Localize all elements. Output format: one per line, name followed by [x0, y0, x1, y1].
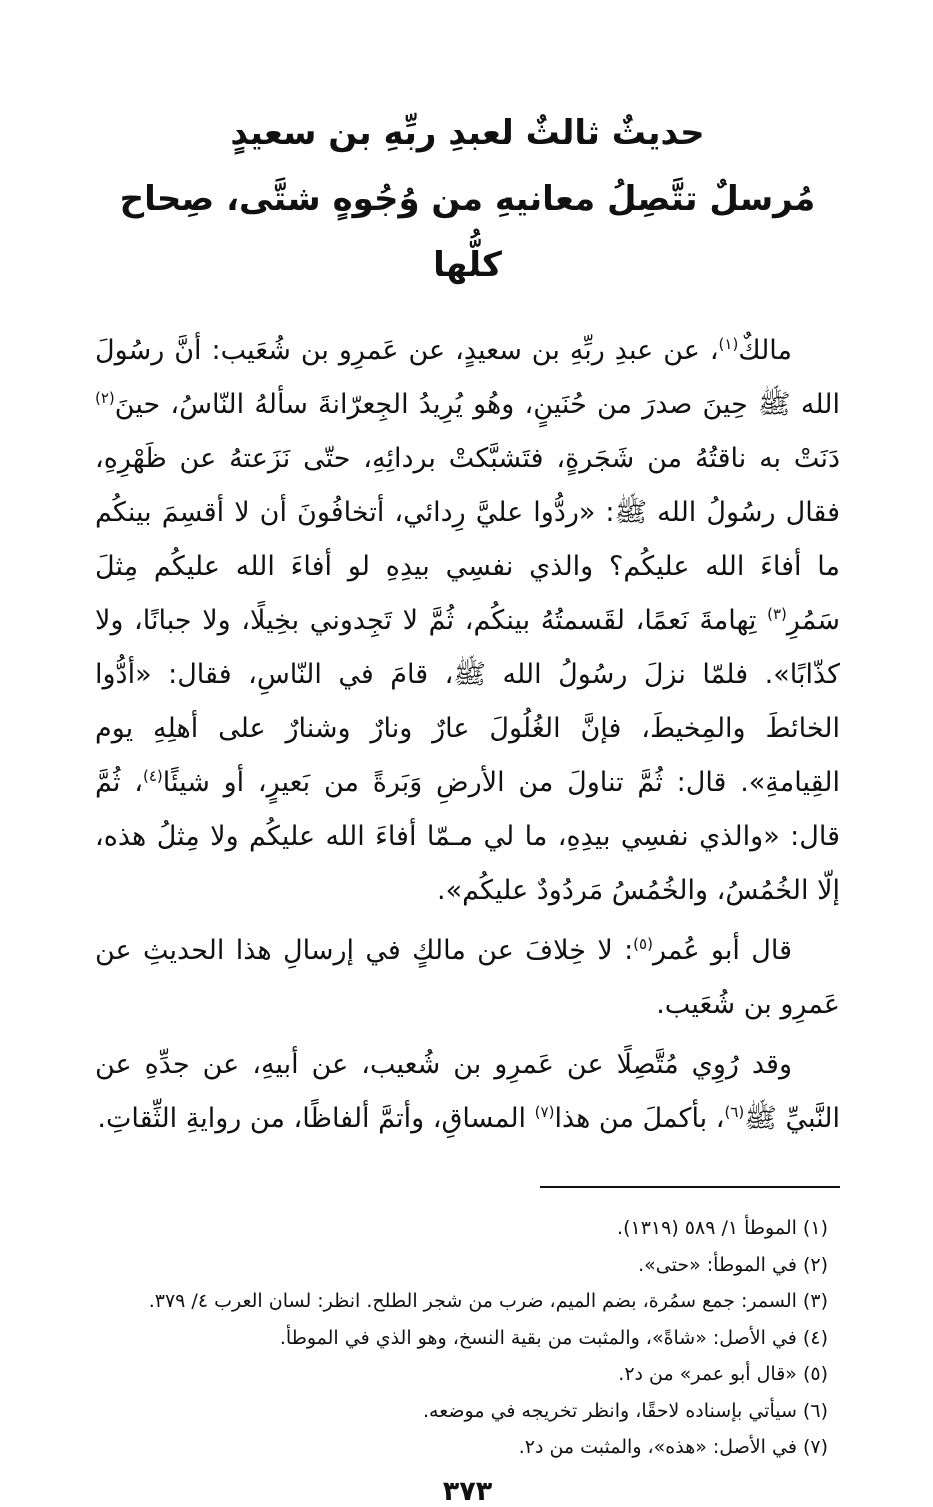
text-segment: ، بأكملَ من هذا	[554, 1103, 725, 1134]
footnote-4: (٤) في الأصل: «شاةً»، والمثبت من بقية النسخ، وهو الذي في الموطأ.	[279, 1326, 828, 1349]
footnote-ref: (٥)	[633, 935, 653, 953]
footnote-6: (٦) سيأتي بإسناده لاحقًا، وانظر تخريجه في موضعه.	[423, 1399, 828, 1422]
page-number: ٣٧٣	[442, 1475, 493, 1507]
footnote-ref: (٧)	[534, 1103, 555, 1121]
chapter-title: حديثٌ ثالثٌ لعبدِ ربِّهِ بن سعيدٍ	[230, 113, 705, 153]
footnotes	[95, 1210, 840, 1466]
chapter-subtitle: مُرسلٌ تتَّصِلُ معانيهِ من وُجُوهٍ شتَّى، صِحاح كلُّها	[119, 179, 816, 285]
footnote-1: (١) الموطأ ١/ ٥٨٩ (١٣١٩).	[617, 1217, 828, 1239]
book-page	[95, 100, 841, 1507]
footnote-3: (٣) السمر: جمع سمُرة، بضم الميم، ضرب من شجر الطلح. انظر: لسان العرب ٤/ ٣٧٩.	[148, 1290, 828, 1312]
text-segment: ، ثُمَّ قال: «والذي نفسِي بيدِهِ، ما لي مـمّا أفاءَ الله عليكُم ولا مِثلُ هذه، إلّا الخُمُسُ، والخُمُسُ مَردُودٌ عليكُم».	[95, 767, 840, 906]
footnote-ref: (٤)	[142, 767, 163, 785]
paragraph-abu-umar	[95, 924, 840, 1032]
text-segment: تِهامةَ نَعمًا، لقَسمتُهُ بينكُم، ثُمَّ لا تَجِدوني بخِيلًا، ولا جبانًا، ولا كذّابًا». فلمّا نزلَ رسُولُ الله ﷺ، قامَ في النّاسِ، فقال: «أدُّوا الخائطَ والمِخيطَ، فإنَّ الغُلُولَ عارٌ ونارٌ وشنارٌ على أهلِهِ يوم القِيامةِ». قال: ثُمَّ تناولَ من الأرضِ وَبَرةً من بَعيرٍ، أو شيئًا	[95, 605, 841, 798]
footnote-ref: (٦)	[724, 1103, 745, 1121]
text-segment: مالكٌ	[738, 335, 792, 366]
text-segment: دَنَتْ به ناقتُهُ من شَجَرةٍ، فتَشبَّكتْ بردائِهِ، حتّى نَزَعتهُ عن ظَهْرِهِ، فقال رسُولُ الله ﷺ: «ردُّوا عليَّ رِدائي، أتخافُونَ أن لا أقسِمَ بينكُم ما أفاءَ الله عليكُم؟ والذي نفسِي بيدِهِ لو أفاءَ الله عليكُم مِثلَ سَمُرِ	[95, 443, 840, 636]
paragraph-muttasil	[95, 1038, 840, 1146]
text-segment: قال أبو عُمر	[652, 935, 792, 966]
footnote-7: (٧) في الأصل: «هذه»، والمثبت من د٢.	[518, 1436, 828, 1458]
footnote-ref: (٣)	[767, 605, 787, 623]
paragraph-hadith	[95, 324, 840, 918]
footnote-divider	[540, 1186, 840, 1188]
footnote-2: (٢) في الموطأ: «حتى».	[638, 1253, 828, 1276]
text-segment: : لا خِلافَ عن مالكٍ في إرسالِ هذا الحديثِ عن عَمرِو بن شُعَيب.	[95, 935, 840, 1020]
footnote-ref: (١)	[718, 335, 739, 353]
footnote-5: (٥) «قال أبو عمر» من د٢.	[618, 1363, 828, 1385]
text-segment: وقد رُوِي مُتَّصِلًا عن عَمرِو بن شُعيب، عن أبيهِ، عن جدِّهِ عن النَّبيِّ ﷺ	[95, 1049, 840, 1134]
text-segment: ، عن عبدِ ربِّهِ بن سعيدٍ، عن عَمرِو بن شُعَيب: أنَّ رسُولَ الله ﷺ حِينَ صدرَ من حُنَينٍ، وهُو يُرِيدُ الجِعرّانةَ سألهُ النّاسُ، حينَ	[95, 335, 840, 420]
text-segment: المساقِ، وأتمَّ ألفاظًا، من روايةِ الثِّقاتِ.	[97, 1103, 535, 1134]
footnote-ref: (٢)	[95, 389, 115, 407]
